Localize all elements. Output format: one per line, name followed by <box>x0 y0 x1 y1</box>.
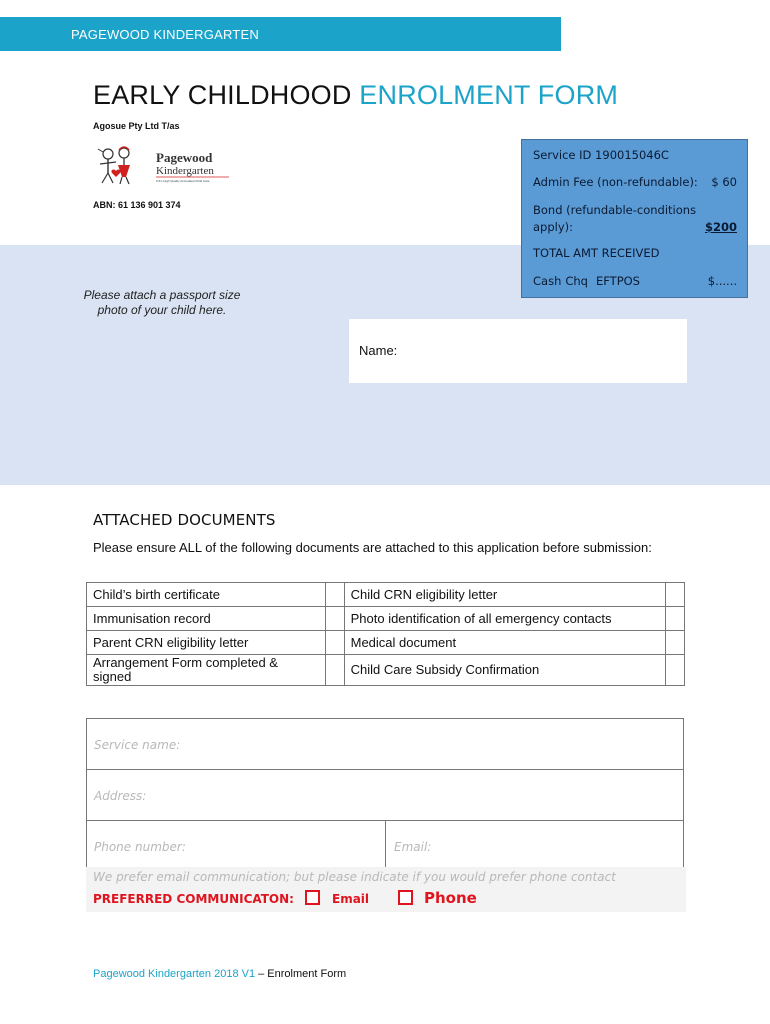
name-field[interactable] <box>349 319 687 383</box>
company-entity: Agosue Pty Ltd T/as <box>93 121 180 131</box>
doc-label: Child CRN eligibility letter <box>344 583 666 607</box>
phone-option-label: Phone <box>424 889 477 907</box>
doc-label: Medical document <box>344 631 666 655</box>
contact-row <box>86 820 684 869</box>
bond-label: Bond (refundable-conditions apply): <box>533 203 697 234</box>
doc-label: Immunisation record <box>87 607 326 631</box>
doc-label: Photo identification of all emergency contacts <box>344 607 666 631</box>
service-name-field[interactable] <box>86 718 684 769</box>
service-form <box>86 718 684 869</box>
table-row <box>87 583 685 607</box>
preference-label: PREFERRED COMMUNICATON: <box>93 892 294 906</box>
doc-checkbox[interactable] <box>325 655 344 686</box>
doc-checkbox[interactable] <box>666 655 685 686</box>
pay-chq: Chq <box>565 274 588 288</box>
doc-checkbox[interactable] <box>325 631 344 655</box>
doc-label: Child’s birth certificate <box>87 583 326 607</box>
footer-version: Pagewood Kindergarten 2018 V1 <box>93 968 256 980</box>
payment-methods <box>533 274 737 288</box>
footer <box>93 968 346 980</box>
address-placeholder: Address: <box>94 789 147 803</box>
admin-fee-row <box>533 175 737 189</box>
fee-box <box>521 139 748 298</box>
doc-label: Child Care Subsidy Confirmation <box>344 655 666 686</box>
doc-checkbox[interactable] <box>666 607 685 631</box>
doc-checkbox[interactable] <box>666 631 685 655</box>
doc-checkbox[interactable] <box>666 583 685 607</box>
page-title <box>93 80 618 111</box>
logo-name: Pagewood <box>156 150 213 165</box>
service-name-placeholder: Service name: <box>94 738 181 752</box>
email-option-label: Email <box>332 892 370 906</box>
bond-row <box>533 202 737 236</box>
logo-sub: Kindergarten <box>156 165 214 177</box>
admin-fee-label: Admin Fee (non-refundable): <box>533 175 698 189</box>
doc-checkbox[interactable] <box>325 607 344 631</box>
footer-doc: – Enrolment Form <box>255 968 347 980</box>
preference-note: We prefer email communication; but please indicate if you would prefer phone contact <box>93 870 616 884</box>
service-id: Service ID 190015046C <box>533 148 669 162</box>
title-part2: ENROLMENT FORM <box>359 80 619 110</box>
doc-label: Arrangement Form completed & signed <box>87 655 326 686</box>
logo-tagline: 0-6's High Quality Accredited Child Care <box>156 179 210 183</box>
field-divider <box>385 821 386 868</box>
email-placeholder[interactable]: Email: <box>394 840 432 854</box>
doc-checkbox[interactable] <box>325 583 344 607</box>
banner-text: PAGEWOOD KINDERGARTEN <box>71 27 259 42</box>
pagewood-logo <box>96 145 236 187</box>
phone-placeholder[interactable]: Phone number: <box>94 840 186 854</box>
table-row <box>87 631 685 655</box>
name-label: Name: <box>359 343 398 358</box>
address-field[interactable] <box>86 769 684 820</box>
email-checkbox[interactable] <box>305 890 320 905</box>
phone-checkbox[interactable] <box>398 890 413 905</box>
admin-fee-value: $ 60 <box>711 175 737 189</box>
table-row <box>87 655 685 686</box>
documents-table <box>86 582 685 686</box>
total-received: TOTAL AMT RECEIVED <box>533 246 660 260</box>
table-row <box>87 607 685 631</box>
pay-amount: $...... <box>707 274 737 288</box>
doc-label: Parent CRN eligibility letter <box>87 631 326 655</box>
photo-note: Please attach a passport size photo of your child here. <box>83 288 241 317</box>
pay-cash: Cash <box>533 274 562 288</box>
title-part1: EARLY CHILDHOOD <box>93 80 352 110</box>
header-banner <box>0 17 561 51</box>
pay-eftpos: EFTPOS <box>595 274 640 288</box>
bond-value: $200 <box>704 220 737 234</box>
abn: ABN: 61 136 901 374 <box>93 200 181 210</box>
attached-note: Please ensure ALL of the following documents are attached to this application before submission: <box>93 540 652 555</box>
attached-heading: ATTACHED DOCUMENTS <box>93 511 276 529</box>
